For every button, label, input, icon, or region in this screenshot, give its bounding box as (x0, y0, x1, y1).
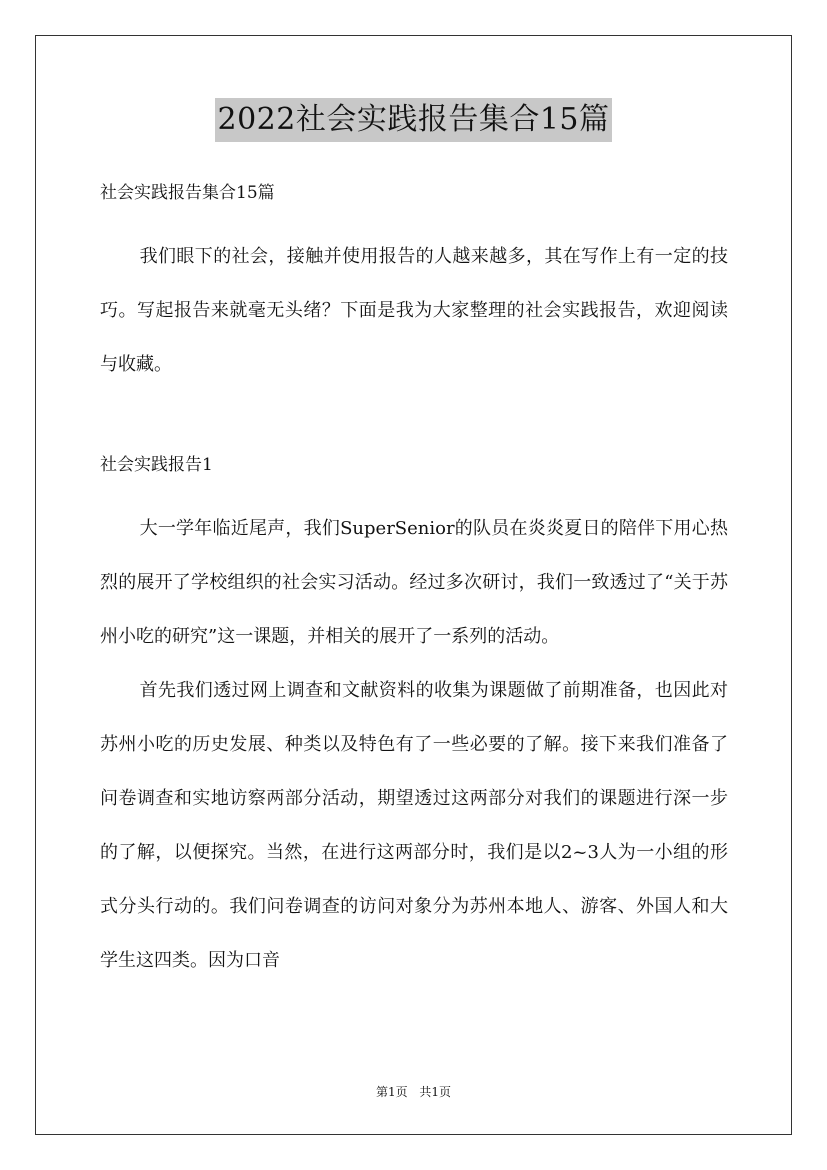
intro-paragraph: 我们眼下的社会，接触并使用报告的人越来越多，其在写作上有一定的技巧。写起报告来就毫无头绪？下面是我为大家整理的社会实践报告，欢迎阅读与收藏。 (100, 246, 728, 375)
body-paragraph-2: 首先我们透过网上调查和文献资料的收集为课题做了前期准备，也因此对苏州小吃的历史发展、种类以及特色有了一些必要的了解。接下来我们准备了问卷调查和实地访察两部分活动，期望透过这两部分对我们的课题进行深一步的了解，以便探究。当然，在进行这两部分时，我们是以2~3人为一小组的形式分头行动的。我们问卷调查的访问对象分为苏州本地人、游客、外国人和大学生这四类。因为口音 (100, 680, 728, 971)
page-total: 共1页 (419, 1085, 452, 1099)
report-body (100, 502, 728, 988)
title-container (0, 98, 827, 142)
section-heading: 社会实践报告1 (100, 455, 213, 475)
intro-section (100, 230, 728, 392)
body-paragraph-1: 大一学年临近尾声，我们SuperSenior的队员在炎炎夏日的陪伴下用心热烈的展开了学校组织的社会实习活动。经过多次研讨，我们一致透过了“关于苏州小吃的研究”这一课题，并相关的展开了一系列的活动。 (100, 518, 728, 647)
document-title: 2022社会实践报告集合15篇 (215, 98, 611, 142)
page-footer (0, 1082, 827, 1102)
document-subtitle: 社会实践报告集合15篇 (100, 183, 275, 203)
page-number: 第1页 (375, 1085, 408, 1099)
